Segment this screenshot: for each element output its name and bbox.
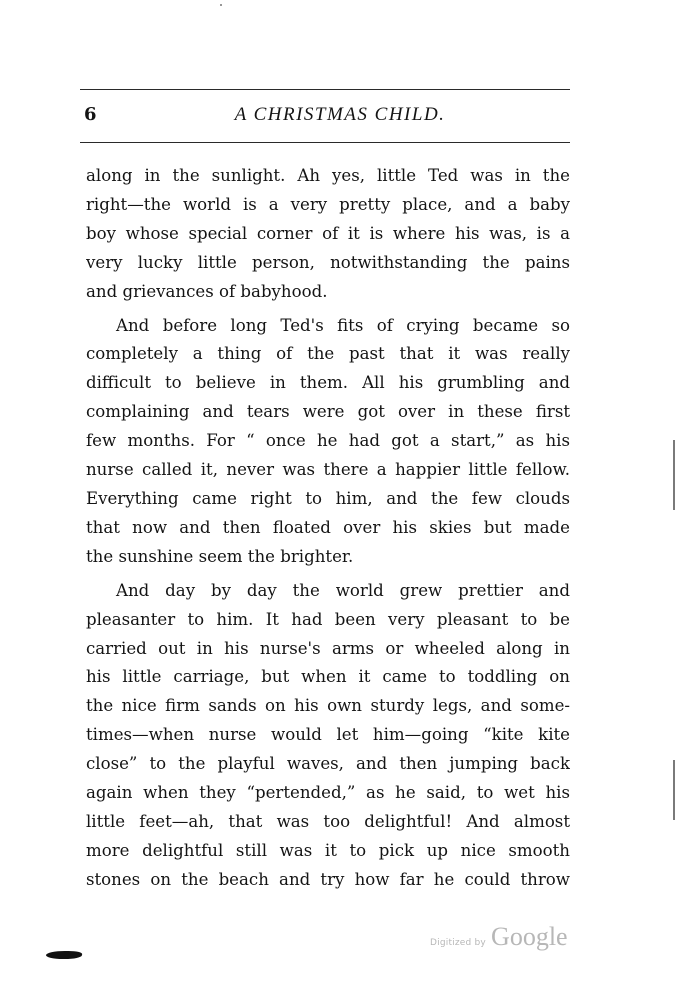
ink-smudge: [45, 951, 83, 959]
page-edge-mark: [673, 760, 675, 820]
text-line: close” to the playful waves, and then jumping back: [86, 754, 570, 774]
text-line: complaining and tears were got over in these first: [86, 402, 570, 422]
running-title: A CHRISTMAS CHILD.: [234, 104, 446, 125]
text-line: that now and then floated over his skies but made: [86, 517, 570, 537]
text-line: little feet—ah, that was too delightful! And almost: [86, 811, 570, 831]
text-line: stones on the beach and try how far he could throw: [86, 869, 570, 889]
page-edge-mark: [673, 440, 675, 510]
header-top-rule: [80, 89, 570, 90]
text-line: very lucky little person, notwithstanding the pains: [86, 252, 570, 272]
text-line: his little carriage, but when it came to toddling on: [86, 667, 570, 687]
text-line: along in the sunlight. Ah yes, little Ted was in the: [86, 166, 570, 185]
text-line: completely a thing of the past that it was really: [86, 344, 570, 364]
body-text: [86, 162, 570, 895]
watermark-prefix: Digitized by: [430, 938, 486, 948]
page-number: 6: [84, 104, 97, 125]
text-line: And day by day the world grew prettier and: [116, 580, 570, 600]
google-watermark: [430, 922, 568, 952]
text-line: difficult to believe in them. All his grumbling and: [86, 373, 570, 393]
text-line: And before long Ted's fits of crying became so: [116, 315, 570, 335]
text-line: nurse called it, never was there a happier little fellow.: [86, 460, 570, 480]
text-line: Everything came right to him, and the few clouds: [86, 488, 570, 508]
text-line: the sunshine seem the brighter.: [86, 546, 354, 566]
scan-speck: [220, 4, 222, 6]
text-line: boy whose special corner of it is where his was, is a: [86, 223, 570, 243]
text-line: again when they “pertended,” as he said, to wet his: [86, 783, 570, 803]
watermark-brand: Google: [491, 922, 568, 951]
text-line: few months. For “ once he had got a start,” as his: [86, 431, 570, 451]
text-line: times—when nurse would let him—going “kite kite: [86, 725, 570, 745]
text-line: more delightful still was it to pick up nice smooth: [86, 840, 570, 860]
text-line: carried out in his nurse's arms or wheeled along in: [86, 638, 570, 658]
text-line: pleasanter to him. It had been very pleasant to be: [86, 609, 570, 629]
header-bottom-rule: [80, 142, 570, 143]
text-line: and grievances of babyhood.: [86, 281, 328, 301]
text-line: right—the world is a very pretty place, and a baby: [86, 194, 570, 214]
text-line: the nice firm sands on his own sturdy legs, and some-: [86, 696, 570, 716]
